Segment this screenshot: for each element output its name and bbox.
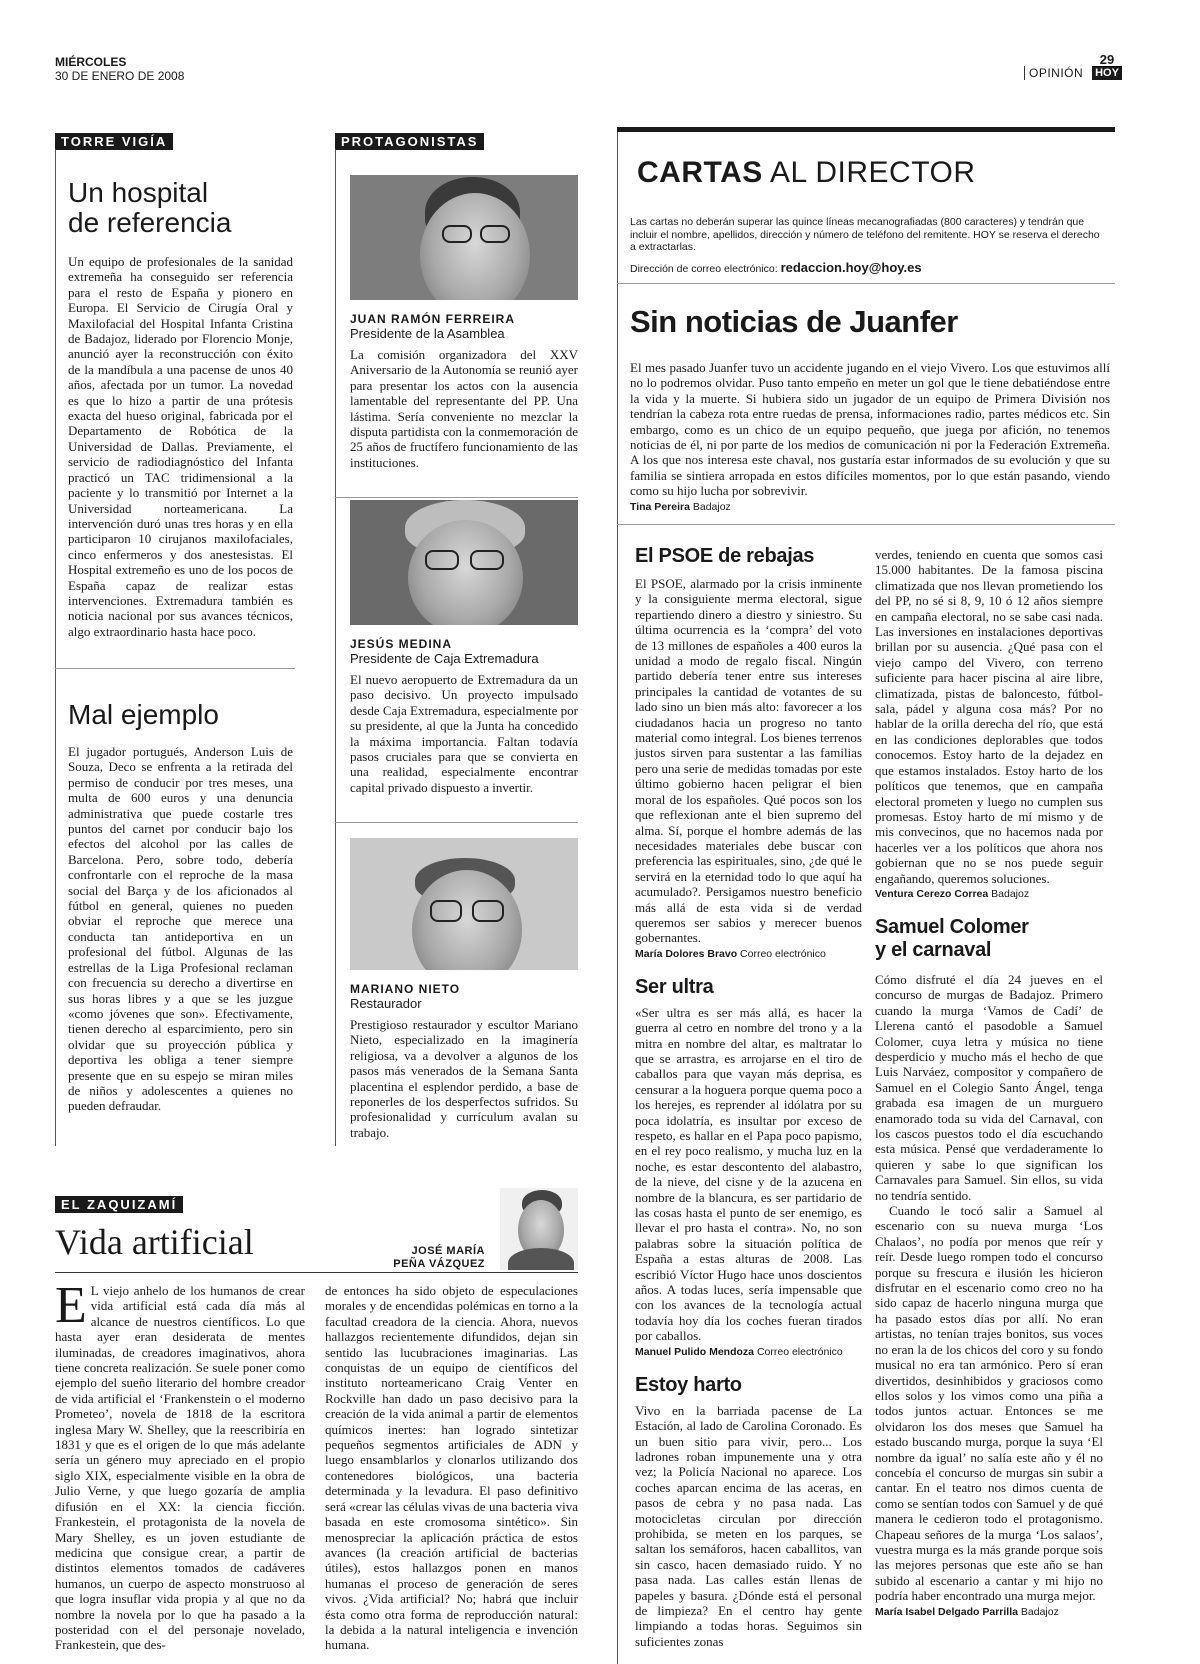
zaquizami-col-2 [325,1283,578,1653]
ser-ultra-signature: Manuel Pulido Mendoza Correo electrónico [635,1345,843,1358]
ferreira-role: Presidente de la Asamblea [350,326,505,341]
medina-photo [350,500,578,625]
psoe-body: El PSOE, alarmado por la crisis inminente y la consiguiente merma electoral, sigue repartiendo dinero a diestro y siniestro. Su última ocurrencia es la ‘compra’ del voto de 13 millones de españoles a 400 euros la unidad a modo de regalo fiscal. Ningún partido debería tener entre sus intereses principales la cantidad de votantes de su lado sino un bien más alto: favorecer a los ciudadanos hacia un progreso no tanto material como integral. Los bienes terrenos justos sirven para sustentar a las familias pero una serie de medidas tomadas por este último gobierno hacen peligrar el bien moral de los españoles. Qué pocos son los que reflexionan ante el bien supremo del alma. Sí, porque el hombre además de las necesidades materiales debe buscar con preferencia las espirituales, sino, ¿de qué le servirá en la eternidad todo lo que aquí ha acumulado?. Persigamos nuestro beneficio más allá de esta vida si de verdad queremos ser sabios y merecer buenos gobernantes. [635,576,862,946]
estoy-harto-body: Vivo en la barriada pacense de La Estación, al lado de Carolina Coronado. Es un buen sitio para vivir, pero... Los ladrones roban impunemente una y otra vez; la Policía Nacional no aparece. Los coches aparcan encima de las aceras, en pasos de cebra y no pasa nada. Las motocicletas circulan por dirección prohibida, se meten en los parques, se saltan los semáforos, hacen caballitos, van sin casco, hacen demasiado ruido. Y no pasa nada. Las calles están llenas de papeles y basura. ¿Dónde está el personal de limpieza? En el centro hay gente limpiando a todas horas. Seguimos sin suficientes zonas [635,1402,862,1649]
hospital-title: Un hospital de referencia [68,177,232,238]
columnist-byline [385,1245,485,1271]
ser-ultra-body: «Ser ultra es ser más allá, es hacer la guerra al cetro en nombre del trono y a la mitra en nombre del altar, es maltratar lo que se arrastra, es arrojarse en el tiro de caballos para que vayan más deprisa, es censurar a la hoguera porque quema poco a los herejes, es reprender al idólatra por su poca idolatría, es insultar por exceso de respeto, es hallar en el Papa poco papismo, en el rey poco realismo, y mucha luz en la noche, es estar descontento del alabastro, de la nieve, del cisne y de la azucena en nombre de la blancura, es ser partidario de las cosas hasta el punto de ser enemigo, es llevar el pro hasta el contra». No, no son palabras sobre la situación política de España a estas alturas de 2008. Las escribió Víctor Hugo hace unos doscientos años. A todas luces, sería impensable que con los avances de la tecnología actual todavía hoy día los coches fueran tirados por caballos. [635,1004,862,1344]
zaquizami-title: Vida artificial [55,1222,254,1262]
protagonist-nieto [350,838,578,1140]
zaquizami-col-1 [55,1277,305,1653]
page-number: 29 [1092,53,1122,67]
zaquizami-kicker: EL ZAQUIZAMÍ [55,1194,183,1213]
date: 30 DE ENERO DE 2008 [55,69,185,83]
page-badge [1092,53,1122,80]
nieto-body: Prestigioso restaurador y escultor Mariano Nieto, especializado en la imaginería religiosa, va a devolver a algunos de los pasos más venerados de la Semana Santa placentina el esplendor perdido, a base de reponerles de los desperfectos sufridos. Su profesionalidad y currículum avalan su trabajo. [350,1017,578,1140]
nieto-name: MARIANO NIETO [350,982,461,996]
hospital-body: Un equipo de profesionales de la sanidad extremeña ha conseguido ser referencia para el resto de España y pionero en Europa. El Servicio de Cirugía Oral y Maxilofacial del Hospital Infanta Cristina de Badajoz, liderado por Florencio Monje, anunció ayer la reconstrucción con éxito de la mandíbula a una pacense de unos 40 años, afectada por un tumor. La novedad es que lo hizo a partir de una prótesis exacta del hueso original, fabricada por el Departamento de Robótica de la Universidad de Dallas. Previamente, el servicio de radiodiagnóstico del Infanta practicó un TAC tridimensional a la paciente y lo transmitió por Internet a la Universidad norteamericana. La intervención duró unas tres horas y en ella participaron 10 cirujanos maxilofaciales, cinco enfermeros y dos anestesistas. El Hospital extremeño es uno de los pocos de España capaz de realizar estas intervenciones. Extremadura también es noticia nacional por sus avances técnicos, algo extraordinario hasta hace poco. [68,254,293,639]
psoe-signature: María Dolores Bravo Correo electrónico [635,947,826,960]
protagonist-ferreira [350,175,578,470]
protagonist-medina [350,500,578,795]
columnist-first-name: JOSÉ MARÍA [411,1245,485,1257]
main-letter-signature: Tina Pereira Badajoz [630,500,731,513]
ser-ultra-title: Ser ultra [635,975,714,998]
zaquizami-body-1: L viejo anhelo de los humanos de crear vida artificial está cada día más al alcance de nuestros científicos. Lo que hasta ayer eran desiderata de mentes iluminadas, de creadores imaginativos, ahora tiene concreta realización. Se suele poner como ejemplo del sueño literario del hombre creador de vida artificial el ‘Frankenstein o el moderno Prometeo’, novela de 1818 de la escritora inglesa Mary W. Shelley, que la reescribiría en 1831 y que es el origen de lo que más adelante sería un género muy apreciado en el propio siglo XIX, especialmente visible en la obra de Julio Verne, y que luego gozaría de amplia difusión en el XX: la ciencia ficción. Frankestein, el protagonista de la novela de Mary Shelley, es un joven estudiante de medicina que consigue crear, a partir de distintos elementos tomados de cadáveres humanos, un cuerpo de aspecto monstruoso al que logra insuflar vida propia y al que no da nombre la novela por lo que ha pasado a la posteridad con el del personaje novelado, Frankestein, que des- [55,1283,305,1653]
nieto-role: Restaurador [350,996,422,1011]
dropcap: E [55,1277,87,1334]
cartas-email-line [630,260,922,275]
masthead-date [55,55,184,83]
ferreira-photo [350,175,578,300]
mal-ejemplo-title: Mal ejemplo [68,699,219,730]
email-link[interactable]: redaccion.hoy@hoy.es [780,260,922,275]
weekday: MIÉRCOLES [55,55,127,69]
main-letter [630,304,1110,513]
samuel-body-1: Cómo disfruté el día 24 jueves en el concurso de murgas de Badajoz. Primero cuando la murga ‘Vamos de Cadí’ de Llerena cantó el pasodoble a Samuel Colomer, cuya letra y música no tiene desperdicio y mucho más el hecho de que Luis Narváez, compositor y compañero de Samuel en el Colegio Santo Ángel, tenga grabada esa imagen de un murguero enamorado toda su vida del Carnaval, con los cascos puestos todo el día escuchando esta música. Pensé que verdaderamente lo quieren y sabe lo que significan los Carnavales para Samuel. Sin ellos, su vida no tendría sentido. [875,971,1103,1203]
torre-divider [55,668,295,669]
cartas-frame [617,132,618,1664]
estoy-harto-continued: verdes, teniendo en cuenta que somos casi 15.000 habitantes. De la famosa piscina climatizada que nos llevan prometiendo los del PP, no sé si 8, 9, 10 ó 12 años siempre en campaña electoral, no se sabe casi nada. Las inversiones en instalaciones deportivas brillan por su ausencia. ¿Qué pasa con el viejo campo del Vivero, con terreno suficiente para hacer piscina al aire libre, climatizada, pistas de baloncesto, fútbol-sala, pádel y alguna cosa más? Por no hablar de la orilla derecha del río, que está en las condiciones deplorables que todos conocemos. Estoy harto de la dejadez en que estamos instalados. Estoy harto de los políticos que tenemos, que en campaña electoral prometen y luego no cumplen sus promesas. Estoy harto de mí mismo y de mis convecinos, que no hacemos nada por hacerles ver a los políticos que ahora nos gobiernan que no se nos puede seguir engañando, queremos soluciones. [875,547,1103,886]
cartas-note: Las cartas no deberán superar las quince líneas mecanografiadas (800 caracteres) y tendrán que incluir el nombre, apellidos, dirección y número de teléfono del remitente. HOY se reserva el derecho a extractarlas. [630,216,1100,253]
torre-vigia-kicker: TORRE VIGÍA [55,131,173,150]
samuel-body-2: Cuando le tocó salir a Samuel al escenario con su nueva murga ‘Los Chalaos’, no podía por menos que reír y reír. Desde luego rompen todo el concurso porque su frescura e ilusión les hicieron disfrutar en el escenario como creo no ha sido capaz de hacerlo ninguna murga que ha pasado estos días por allí. No eran artistas, no tenían trajes bonitos, sus voces no eran la de los chicos del coro y su fondo musical no era tan armónico. Pero sí eran divertidos, desinhibidos y graciosos como ellos solos y los vimos como una piña a todos juntos actuar. Entonces se me olvidaron los dos meses que Samuel ha estado buscando murga, porque la suya ‘El nombre da igual’ no salía este año y él no concebía el concurso de murgas sin subir a cantar. En el teatro nos dimos cuenta de como se sentían todos con Samuel y de qué manera le cedieron todo el protagonismo. Chapeau señores de la murga ‘Los salaos’, vuestra murga es la más grande porque sois las mejores personas que este año se han subido al escenario a cantar y mi hijo no podría haber encontrado una murga mejor. [875,1203,1103,1604]
cartas-main-rule [617,524,1115,525]
ferreira-name: JUAN RAMÓN FERREIRA [350,312,516,326]
letters-left-column [635,545,862,1649]
prot-divider-1 [335,497,578,498]
letters-right-column [875,547,1103,1618]
paper-logo: HOY [1092,67,1122,80]
section-label: OPINIÓN [1024,66,1083,80]
estoy-harto-title: Estoy harto [635,1373,742,1396]
cartas-title: CARTAS AL DIRECTOR [637,156,976,189]
samuel-title: Samuel Colomer y el carnaval [875,915,1029,961]
zaquizami-rule [55,1272,578,1273]
medina-role: Presidente de Caja Extremadura [350,651,539,666]
email-label: Dirección de correo electrónico: [630,263,778,275]
protagonistas-frame [335,149,336,1146]
zaquizami-body-2: de entonces ha sido objeto de especulaciones morales y de encendidas polémicas en torno a la facultad creadora de la ciencia. Ahora, nuevos hallazgos recientemente difundidos, dejan sin sentido las lucubraciones imaginarias. Las conquistas de un equipo de científicos del instituto norteamericano Craig Venter en Rockville han dado un paso decisivo para la creación de la vida animal a partir de elementos químicos inertes: han logrado sintetizar pequeños segmentos artificiales de ADN y luego ensamblarlos y clonarlos utilizando dos contenedores biológicos, una bacteria determinada y la levadura. El paso definitivo será «crear las células vivas de una bacteria viva basada en este cromosoma sintético». Sin menospreciar la aplicación práctica de estos avances (la creación artificial de bacterias útiles), estos hallazgos ponen en manos humanas el proceso de generación de seres vivos. ¿Vida artificial? No; habrá que incluir ésta como otra forma de reproducción natural: la debida a la natural inteligencia e invención humana. [325,1283,578,1653]
medina-body: El nuevo aeropuerto de Extremadura da un paso decisivo. Un proyecto impulsado desde Caja Extremadura, especialmente por su presidente, al que la Junta ha concedido la máxima importancia. Faltan todavía pasos cruciales para que se convierta en una realidad, especialmente encontrar capital privado dispuesto a invertir. [350,672,578,795]
cartas-note-rule [617,283,1115,284]
main-letter-body: El mes pasado Juanfer tuvo un accidente jugando en el viejo Vivero. Los que estuvimos allí no lo podremos olvidar. Puso tanto empeño en meter un gol que le tiene debatiéndose entre la vida y la muerte. Si hubiera sido un jugador de un equipo de Primera División nos tendrían la cabeza rota entre ruedas de prensa, informaciones radio, partes médicos etc. Sin embargo, como es un chico de un equipo pequeño, que juega por afición, no tenemos noticias de él, ni por parte de los medios de comunicación ni por la Federación Extremeña. A los que nos interesa este chaval, nos gustaría estar informados de su evolución y que su familia se sintiera arropada en estos difíciles momentos, por lo que están pasando, viendo como su hijo lucha por sobrevivir. [630,360,1110,499]
columnist-photo [500,1188,578,1270]
main-letter-title: Sin noticias de Juanfer [630,304,958,339]
nieto-photo [350,838,578,970]
prot-divider-2 [335,822,578,823]
cartas-top-bar [617,127,1115,132]
psoe-title: El PSOE de rebajas [635,545,815,567]
mal-ejemplo-body: El jugador portugués, Anderson Luis de Souza, Deco se enfrenta a la retirada del permiso de conducir por tres meses, una multa de 600 euros y una denuncia administrativa que puede costarle tres puntos del carnet por conducir bajo los efectos del alcohol por las calles de Barcelona. Pero, sobre todo, debería confrontarle con el reproche de la masa social del Barça y de los aficionados al fútbol en general, quienes no pueden obviar el reproche que merece una conducta tan antideportiva en un profesional del fútbol. Algunas de las estrellas de la Liga Profesional reclaman con frecuencia su derecho a divertirse en sus horas libres y a que se les juzgue «como jóvenes que son». Efectivamente, tienen derecho al esparcimiento, pero sin olvidar que su proyección pública y deportiva les obliga a tener siempre presente que en su espejo se miran miles de niños y adolescentes a quienes no pueden defraudar. [68,744,293,1114]
protagonistas-kicker: PROTAGONISTAS [335,131,484,150]
ferreira-body: La comisión organizadora del XXV Aniversario de la Autonomía se reunió ayer para presentar los actos con la ausencia lamentable del representante del PP. Una lástima. Sería conveniente no mezclar la disputa partidista con la conmemoración de 25 años de fructífero funcionamiento de las instituciones. [350,347,578,470]
torre-vigia-frame [55,149,56,1146]
medina-name: JESÚS MEDINA [350,637,453,651]
samuel-signature: María Isabel Delgado Parrilla Badajoz [875,1605,1059,1618]
hospital-article [68,178,293,639]
columnist-last-name: PEÑA VÁZQUEZ [393,1258,485,1270]
estoy-harto-signature: Ventura Cerezo Correa Badajoz [875,887,1030,900]
mal-ejemplo-article [68,700,293,1114]
